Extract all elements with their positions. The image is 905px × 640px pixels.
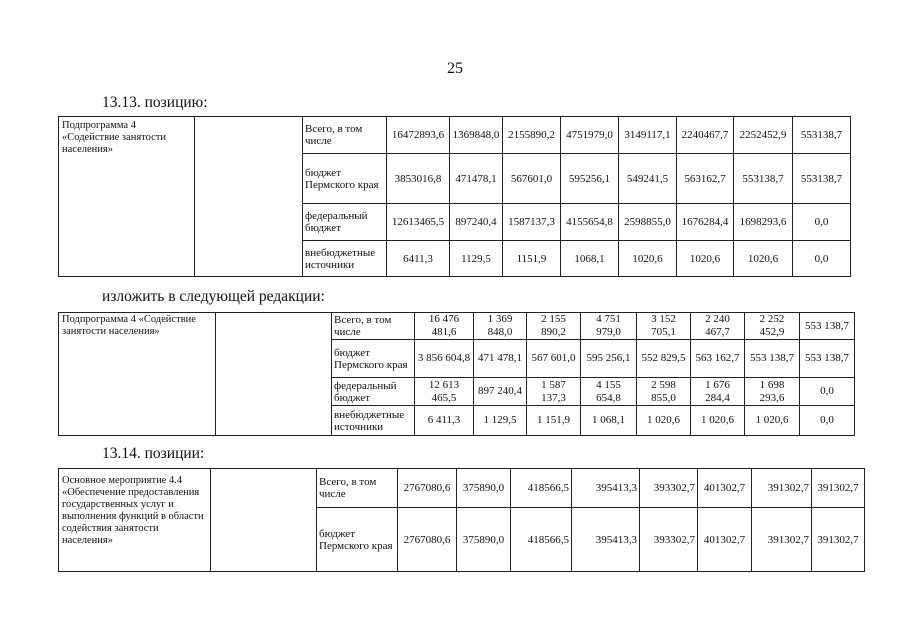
value-cell: 553138,7 — [793, 117, 851, 154]
value-cell: 1 068,1 — [581, 406, 637, 436]
value-cell: 4 155 654,8 — [581, 378, 637, 406]
value-cell: 401302,7 — [698, 469, 752, 508]
value-cell: 2 155 890,2 — [527, 313, 581, 340]
value-cell: 393302,7 — [640, 508, 698, 572]
funding-source: бюджет Пермского края — [303, 154, 387, 204]
value-cell: 4155654,8 — [561, 204, 619, 241]
value-cell: 1 698 293,6 — [745, 378, 800, 406]
value-cell: 391302,7 — [752, 508, 812, 572]
value-cell: 595256,1 — [561, 154, 619, 204]
value-cell: 595 256,1 — [581, 340, 637, 378]
value-cell: 1587137,3 — [503, 204, 561, 241]
program-name: Подпрограмма 4 «Содействие занятости населения» — [59, 117, 195, 277]
value-cell: 4751979,0 — [561, 117, 619, 154]
value-cell: 375890,0 — [457, 469, 511, 508]
value-cell: 0,0 — [793, 204, 851, 241]
value-cell: 375890,0 — [457, 508, 511, 572]
value-cell: 12 613 465,5 — [415, 378, 474, 406]
value-cell: 471 478,1 — [474, 340, 527, 378]
value-cell: 1369848,0 — [450, 117, 503, 154]
value-cell: 391302,7 — [812, 469, 865, 508]
value-cell: 1698293,6 — [734, 204, 793, 241]
value-cell: 0,0 — [793, 241, 851, 277]
value-cell: 391302,7 — [812, 508, 865, 572]
value-cell: 2767080,6 — [398, 469, 457, 508]
value-cell: 16472893,6 — [387, 117, 450, 154]
value-cell: 395413,3 — [572, 469, 640, 508]
value-cell: 1 151,9 — [527, 406, 581, 436]
value-cell: 563162,7 — [677, 154, 734, 204]
value-cell: 1 676 284,4 — [691, 378, 745, 406]
funding-source: внебюджетные источники — [332, 406, 415, 436]
redaction-heading: изложить в следующей редакции: — [102, 288, 325, 305]
value-cell: 1068,1 — [561, 241, 619, 277]
funding-source: Всего, в том числе — [303, 117, 387, 154]
value-cell: 2598855,0 — [619, 204, 677, 241]
value-cell: 0,0 — [800, 406, 855, 436]
value-cell: 3 856 604,8 — [415, 340, 474, 378]
value-cell: 2252452,9 — [734, 117, 793, 154]
funding-source: Всего, в том числе — [332, 313, 415, 340]
value-cell: 4 751 979,0 — [581, 313, 637, 340]
empty-cell — [216, 313, 332, 436]
value-cell: 897 240,4 — [474, 378, 527, 406]
funding-source: внебюджетные источники — [303, 241, 387, 277]
table-new-edition — [58, 312, 855, 436]
value-cell: 2155890,2 — [503, 117, 561, 154]
value-cell: 553 138,7 — [800, 313, 855, 340]
table-row — [59, 313, 855, 340]
value-cell: 2 240 467,7 — [691, 313, 745, 340]
funding-source: федеральный бюджет — [303, 204, 387, 241]
value-cell: 393302,7 — [640, 469, 698, 508]
value-cell: 3149117,1 — [619, 117, 677, 154]
value-cell: 401302,7 — [698, 508, 752, 572]
value-cell: 12613465,5 — [387, 204, 450, 241]
value-cell: 1020,6 — [734, 241, 793, 277]
table-row — [59, 117, 851, 154]
value-cell: 16 476 481,6 — [415, 313, 474, 340]
value-cell: 553138,7 — [793, 154, 851, 204]
value-cell: 2767080,6 — [398, 508, 457, 572]
value-cell: 2 252 452,9 — [745, 313, 800, 340]
table-row — [59, 469, 865, 508]
value-cell: 2 598 855,0 — [637, 378, 691, 406]
value-cell: 1129,5 — [450, 241, 503, 277]
value-cell: 391302,7 — [752, 469, 812, 508]
value-cell: 6 411,3 — [415, 406, 474, 436]
value-cell: 1 020,6 — [691, 406, 745, 436]
table-main-activity — [58, 468, 865, 572]
funding-source: федеральный бюджет — [332, 378, 415, 406]
funding-source: бюджет Пермского края — [332, 340, 415, 378]
value-cell: 1 020,6 — [637, 406, 691, 436]
value-cell: 553 138,7 — [800, 340, 855, 378]
value-cell: 1 020,6 — [745, 406, 800, 436]
value-cell: 567601,0 — [503, 154, 561, 204]
value-cell: 2240467,7 — [677, 117, 734, 154]
value-cell: 549241,5 — [619, 154, 677, 204]
value-cell: 6411,3 — [387, 241, 450, 277]
value-cell: 418566,5 — [511, 508, 572, 572]
value-cell: 0,0 — [800, 378, 855, 406]
value-cell: 552 829,5 — [637, 340, 691, 378]
value-cell: 553138,7 — [734, 154, 793, 204]
value-cell: 897240,4 — [450, 204, 503, 241]
value-cell: 3 152 705,1 — [637, 313, 691, 340]
page-number: 25 — [447, 60, 463, 77]
value-cell: 1676284,4 — [677, 204, 734, 241]
funding-source: Всего, в том числе — [317, 469, 398, 508]
value-cell: 395413,3 — [572, 508, 640, 572]
value-cell: 418566,5 — [511, 469, 572, 508]
empty-cell — [211, 469, 317, 572]
value-cell: 3853016,8 — [387, 154, 450, 204]
value-cell: 563 162,7 — [691, 340, 745, 378]
program-name: Подпрограмма 4 «Содействие занятости населения» — [59, 313, 216, 436]
empty-cell — [195, 117, 303, 277]
table-original — [58, 116, 851, 277]
value-cell: 1 129,5 — [474, 406, 527, 436]
value-cell: 1020,6 — [619, 241, 677, 277]
value-cell: 1 369 848,0 — [474, 313, 527, 340]
value-cell: 553 138,7 — [745, 340, 800, 378]
value-cell: 471478,1 — [450, 154, 503, 204]
section-13-13-heading: 13.13. позицию: — [102, 94, 208, 111]
value-cell: 1020,6 — [677, 241, 734, 277]
activity-name: Основное мероприятие 4.4 «Обеспечение предоставления государственных услуг и выполнения функций в области содействия занятости населения» — [59, 469, 211, 572]
section-13-14-heading: 13.14. позиции: — [102, 445, 205, 462]
value-cell: 1 587 137,3 — [527, 378, 581, 406]
value-cell: 1151,9 — [503, 241, 561, 277]
value-cell: 567 601,0 — [527, 340, 581, 378]
funding-source: бюджет Пермского края — [317, 508, 398, 572]
